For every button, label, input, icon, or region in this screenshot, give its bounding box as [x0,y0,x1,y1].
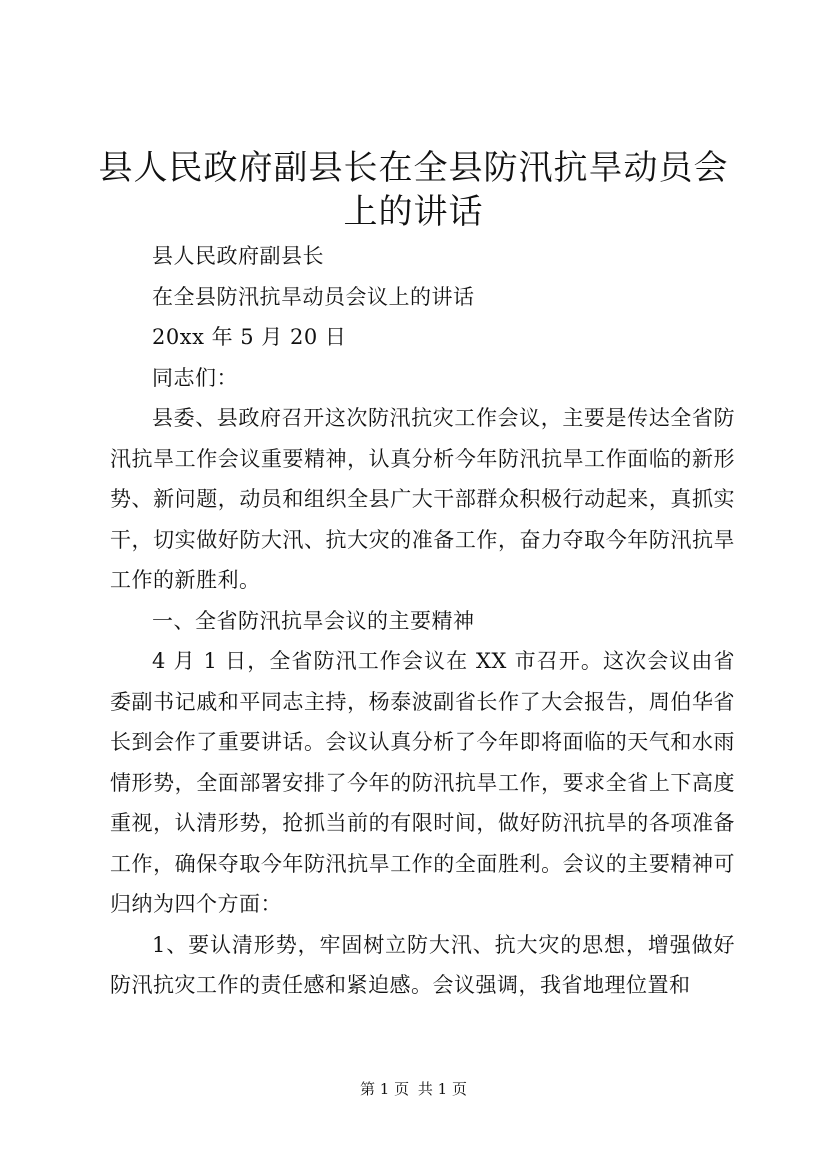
body-paragraph: 县委、县政府召开这次防汛抗灾工作会议，主要是传达全省防汛抗旱工作会议重要精神，认真分析今年防汛抗旱工作面临的新形势、新问题，动员和组织全县广大干部群众积极行动起来，真抓实干，切实做好防大汛、抗大灾的准备工作，奋力夺取今年防汛抗旱工作的新胜利。 [110,406,735,592]
body-paragraph: 1、要认清形势，牢固树立防大汛、抗大灾的思想，增强做好防汛抗灾工作的责任感和紧迫感。会议强调，我省地理位置和 [110,932,735,997]
speech-date: 20xx 年 5 月 20 日 [152,325,347,349]
speech-subtitle: 在全县防汛抗旱动员会议上的讲话 [152,284,475,309]
page-number: 第 1 页 [360,1080,410,1098]
body-paragraph: 4 月 1 日，全省防汛工作会议在 XX 市召开。这次会议由省委副书记戚和平同志主持，杨泰波副省长作了大会报告，周伯华省长到会作了重要讲话。会议认真分析了今年即将面临的天气和水雨情形势，全面部署安排了今年的防汛抗旱工作，要求全省上下高度重视，认清形势，抢抓当前的有限时间，做好防汛抗旱的各项准备工作，确保夺取今年防汛抗旱工作的全面胜利。会议的主要精神可归纳为四个方面： [110,649,735,916]
speaker-line: 县人民政府副县长 [152,244,324,268]
page-total: 共 1 页 [417,1080,467,1098]
document-title: 县人民政府副县长在全县防汛抗旱动员会上的讲话 [98,148,729,232]
section-heading: 一、全省防汛抗旱会议的主要精神 [152,608,475,633]
page-footer [0,1079,827,1099]
salutation: 同志们： [152,365,238,390]
document-body [110,236,735,1006]
